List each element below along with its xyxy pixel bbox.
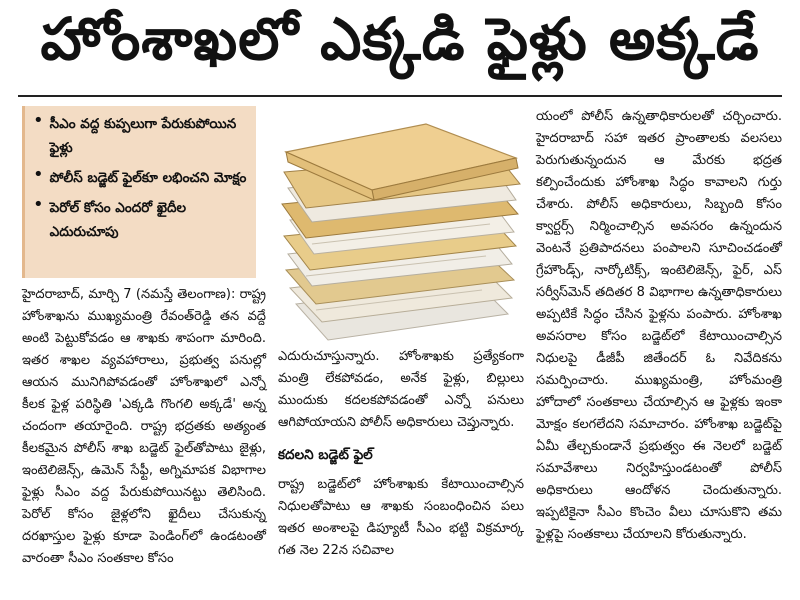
column-3: [536, 106, 782, 546]
body-paragraph: ఎదురుచూస్తున్నారు. హోంశాఖకు ప్రత్యేకంగా మంత్రి లేకపోవడం, అనేక ఫైళ్లు, బిల్లులు ముందుకు కదలకపోవడంతో ఎన్నో పనులు ఆగిపోయాయని పోలీస్ అధికారులు చెప్తున్నారు.: [278, 349, 524, 430]
highlight-text: పోలీస్ బడ్జెట్ ఫైల్‌కూ లభించని మోక్షం: [49, 170, 247, 186]
bullet-icon: •: [33, 110, 44, 131]
bullet-icon: •: [33, 194, 44, 215]
body-paragraph: యంలో పోలీస్ ఉన్నతాధికారులతో చర్చించారు. హైదరాబాద్ సహా ఇతర ప్రాంతాలకు వలసలు పెరుగుతున్నందున ఆ మేరకు భద్రత కల్పించేందుకు హోంశాఖ సిద్ధం కావాలని గుర్తు చేశారు. పోలీస్ అధికారులు, సిబ్బంది కోసం క్వార్టర్స్ నిర్మించాల్సిన అవసరం ఉన్నందున వెంటనే ప్రతిపాదనలు పంపాలని సూచించడంతో గ్రేహౌండ్స్, నార్కోటిక్స్, ఇంటెలిజెన్స్, ఫైర్, ఎస్ సర్వీస్‌మెన్ తదితర 8 విభాగాల ఉన్నతాధికారులు అప్పటికే సిద్ధం చేసిన ఫైళ్లను పంపారు. హోంశాఖ అవసరాల కోసం బడ్జెట్‌లో కేటాయించాల్సిన నిధులపై డీజీపీ జితేందర్ ఓ నివేదికను సమర్పించారు. ముఖ్యమంత్రి, హోంమంత్రి హోదాలో సంతకాలు చేయాల్సిన ఆ ఫైళ్లకు ఇంకా మోక్షం కలగలేదని సమాచారం. హోంశాఖ బడ్జెట్‌పై ఏమీ తేల్చకుండానే ప్రభుత్వం ఈ నెలలో బడ్జెట్ సమావేశాలు నిర్వహిస్తుండటంతో పోలీస్ అధికారులు ఆందోళన చెందుతున్నారు. ఇప్పటికైనా సీఎం కొంచెం వీలు చూసుకొని తమ ఫైళ్లపై సంతకాలు చేయాలని కోరుతున్నారు.: [536, 109, 782, 542]
body-paragraph: రాష్ట్ర బడ్జెట్‌లో హోంశాఖకు కేటాయించాల్సిన నిధులతోపాటు ఆ శాఖకు సంబంధించిన పలు ఇతర అంశాలపై డిప్యూటీ సీఎం భట్టి విక్రమార్క గత నెల 22న సచివాల: [278, 477, 524, 558]
subheading: కదలని బడ్జెట్ ఫైల్: [278, 447, 373, 463]
highlight-item: [33, 166, 250, 190]
highlights-box: [22, 106, 256, 278]
headline: హోంశాఖలో ఎక్కడి ఫైళ్లు అక్కడే: [40, 4, 760, 73]
column-2: [278, 346, 524, 562]
body-paragraph: హైదరాబాద్, మార్చి 7 (నమస్తే తెలంగాణ): రాష్ట్ర హోంశాఖను ముఖ్యమంత్రి రేవంత్‌రెడ్డి తన వద్దే అంటి పెట్టుకోవడం ఆ శాఖకు శాపంగా మారింది. ఇతర శాఖల వ్యవహారాలు, ప్రభుత్వ పనుల్లో ఆయన మునిగిపోవడంతో హోంశాఖలో ఎన్నో కీలక ఫైళ్ల పరిస్థితి 'ఎక్కడి గొంగలి అక్కడే' అన్న చందంగా తయారైంది. రాష్ట్ర భద్రతకు అత్యంత కీలకమైన పోలీస్ శాఖ బడ్జెట్ ఫైల్‌తోపాటు జైళ్లు, ఇంటెలిజెన్స్, ఉమెన్ సేఫ్టీ, అగ్నిమాపక విభాగాల ఫైళ్లు సీఎం వద్ద పేరుకుపోయినట్టు తెలిసింది. పెరోల్ కోసం జైళ్లలోని ఖైదీలు చేసుకున్న దరఖాస్తుల ఫైళ్లు కూడా పెండింగ్‌లో ఉండటంతో వారంతా సీఎం సంతకాల కోసం: [22, 287, 266, 566]
headline-divider: [18, 95, 782, 97]
highlight-text: పెరోల్ కోసం ఎందరో ఖైదీల ఎదురుచూపు: [49, 200, 187, 240]
stack-of-files-photo: [276, 104, 524, 342]
highlight-item: [33, 196, 250, 244]
bullet-icon: •: [33, 164, 44, 185]
highlight-item: [33, 112, 250, 160]
highlight-text: సీఎం వద్ద కుప్పలుగా పేరుకుపోయిన ఫైళ్లు: [49, 116, 237, 156]
column-1: [22, 284, 266, 570]
